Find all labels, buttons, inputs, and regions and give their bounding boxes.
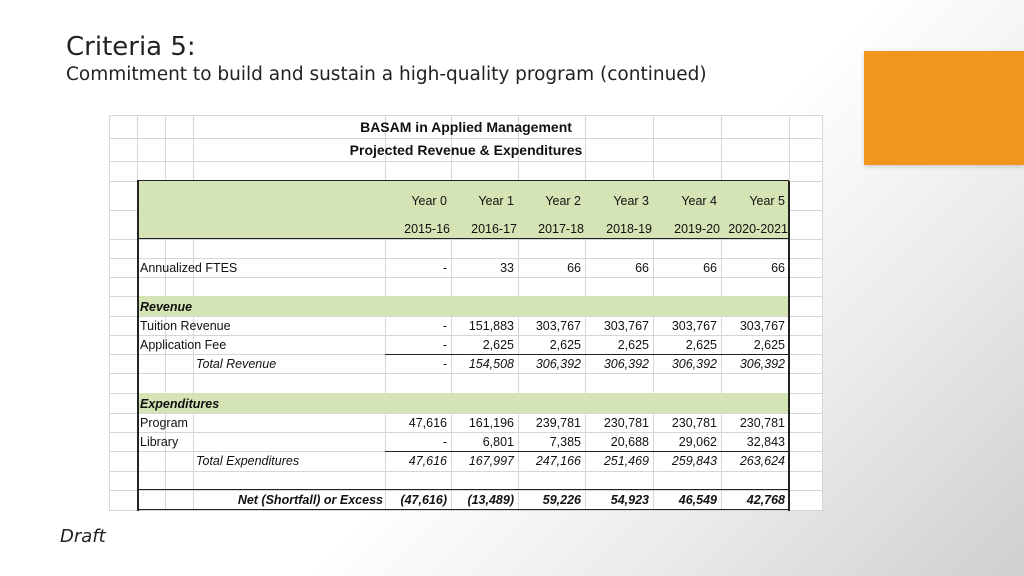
total-revenue-value: 154,508 (468, 357, 514, 371)
total-expenditures-value: 263,624 (739, 454, 785, 468)
spreadsheet-table (109, 115, 823, 511)
net-bottom-border (137, 509, 789, 510)
tuition-revenue-value: 303,767 (535, 319, 581, 333)
fiscal-year-label: 2020-2021 (728, 222, 788, 236)
ftes-value: 66 (635, 261, 649, 275)
net-value: (47,616) (400, 493, 447, 507)
draft-label: Draft (60, 526, 106, 547)
ftes-value: 66 (703, 261, 717, 275)
net-label: Net (Shortfall) or Excess (237, 493, 383, 507)
net-value: 59,226 (542, 493, 581, 507)
fiscal-year-label: 2019-20 (674, 222, 720, 236)
header-top-border (137, 180, 789, 181)
tuition-revenue-value: 303,767 (671, 319, 717, 333)
expenditure-total-border (385, 451, 789, 452)
library-label: Library (140, 435, 179, 449)
tuition-revenue-label: Tuition Revenue (140, 319, 231, 333)
library-value: 20,688 (610, 435, 649, 449)
total-revenue-value: 306,392 (671, 357, 717, 371)
year-label: Year 1 (478, 194, 514, 208)
fiscal-year-label: 2015-16 (404, 222, 450, 236)
tuition-revenue-value: 151,883 (468, 319, 514, 333)
net-value: 54,923 (610, 493, 649, 507)
program-value: 239,781 (535, 416, 581, 430)
year-label: Year 2 (545, 194, 581, 208)
application-fee-label: Application Fee (140, 338, 227, 352)
net-value: 46,549 (678, 493, 717, 507)
application-fee-value: 2,625 (753, 338, 785, 352)
net-top-border (137, 489, 789, 490)
fiscal-year-label: 2016-17 (471, 222, 517, 236)
program-value: 47,616 (408, 416, 447, 430)
total-revenue-label: Total Revenue (196, 357, 277, 371)
library-value: 29,062 (678, 435, 717, 449)
net-value: (13,489) (467, 493, 514, 507)
total-expenditures-value: 247,166 (535, 454, 581, 468)
tuition-revenue-value: 303,767 (603, 319, 649, 333)
table-subtitle: Projected Revenue & Expenditures (349, 142, 583, 158)
total-revenue-value: 306,392 (603, 357, 649, 371)
table-title: BASAM in Applied Management (360, 119, 572, 135)
application-fee-value: 2,625 (685, 338, 717, 352)
revenue-band (137, 296, 789, 316)
total-expenditures-label: Total Expenditures (196, 454, 300, 468)
program-value: 230,781 (603, 416, 649, 430)
total-expenditures-value: 259,843 (671, 454, 717, 468)
net-value: 42,768 (746, 493, 785, 507)
application-fee-value: - (442, 338, 447, 352)
total-revenue-value: 306,392 (535, 357, 581, 371)
year-label: Year 3 (613, 194, 649, 208)
year-label: Year 4 (681, 194, 717, 208)
year-label: Year 5 (749, 194, 785, 208)
tuition-revenue-value: 303,767 (739, 319, 785, 333)
tuition-revenue-value: - (442, 319, 447, 333)
total-expenditures-value: 167,997 (468, 454, 514, 468)
ftes-value: 66 (771, 261, 785, 275)
application-fee-value: 2,625 (482, 338, 514, 352)
ftes-value: 66 (567, 261, 581, 275)
expenditures-band (137, 393, 789, 413)
accent-block (864, 51, 1024, 165)
ftes-label: Annualized FTES (140, 261, 238, 275)
year-label: Year 0 (411, 194, 447, 208)
total-expenditures-value: 47,616 (408, 454, 447, 468)
ftes-value: 33 (500, 261, 514, 275)
expenditures-heading: Expenditures (140, 397, 220, 411)
total-revenue-value: 306,392 (739, 357, 785, 371)
program-label: Program (140, 416, 188, 430)
table-side-border (137, 181, 139, 511)
header-bottom-border (137, 238, 789, 239)
library-value: 6,801 (482, 435, 514, 449)
library-value: 7,385 (549, 435, 581, 449)
library-value: - (442, 435, 447, 449)
table-side-border (788, 181, 790, 511)
total-expenditures-value: 251,469 (603, 454, 649, 468)
program-value: 161,196 (468, 416, 514, 430)
ftes-value: - (442, 261, 447, 275)
slide-subtitle: Commitment to build and sustain a high-quality program (continued) (66, 64, 707, 85)
revenue-heading: Revenue (140, 300, 193, 314)
library-value: 32,843 (746, 435, 785, 449)
program-value: 230,781 (739, 416, 785, 430)
total-revenue-value: - (442, 357, 447, 371)
fiscal-year-label: 2018-19 (606, 222, 652, 236)
application-fee-value: 2,625 (549, 338, 581, 352)
fiscal-year-label: 2017-18 (538, 222, 584, 236)
revenue-total-border (385, 354, 789, 355)
slide-title: Criteria 5: (66, 32, 196, 62)
program-value: 230,781 (671, 416, 717, 430)
application-fee-value: 2,625 (617, 338, 649, 352)
